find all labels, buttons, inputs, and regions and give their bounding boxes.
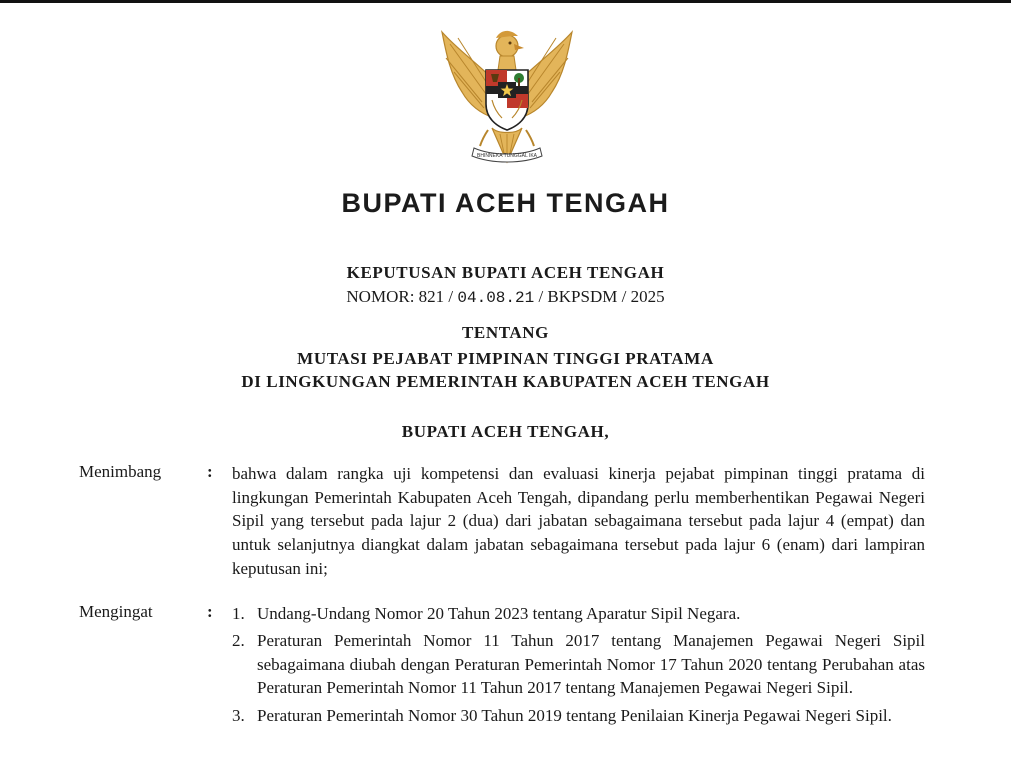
list-item-text: Peraturan Pemerintah Nomor 30 Tahun 2019 tentang Penilaian Kinerja Pegawai Negeri Sipil. (257, 705, 892, 725)
recalling-label: Mengingat (79, 602, 153, 621)
decree-number-prefix: NOMOR: 821 / (346, 287, 454, 306)
list-item-text: Undang-Undang Nomor 20 Tahun 2023 tentang Aparatur Sipil Negara. (257, 604, 741, 623)
list-item-number: 1. (232, 604, 245, 623)
top-border-line (0, 0, 1011, 3)
list-item (232, 602, 925, 625)
considering-colon: : (207, 462, 213, 481)
list-item-number: 3. (232, 705, 245, 725)
decree-issuer: BUPATI ACEH TENGAH, (401, 422, 610, 441)
decree-subject-line1: MUTASI PEJABAT PIMPINAN TINGGI PRATAMA (297, 349, 714, 368)
decree-type: KEPUTUSAN BUPATI ACEH TENGAH (346, 263, 665, 282)
considering-label: Menimbang (79, 462, 162, 481)
recalling-list (232, 602, 925, 731)
list-item (232, 629, 925, 699)
garuda-emblem-icon (436, 22, 578, 172)
decree-subject-line2: DI LINGKUNGAN PEMERINTAH KABUPATEN ACEH TENGAH (241, 372, 770, 391)
list-item-number: 2. (232, 631, 245, 651)
decree-number-code: 04.08.21 (457, 289, 535, 307)
decree-about: TENTANG (461, 323, 549, 342)
emblem-motto-text: BHINNEKA TUNGGAL IKA (476, 153, 538, 159)
regent-title: BUPATI ACEH TENGAH (341, 188, 670, 218)
decree-number (0, 287, 1011, 307)
considering-text: bahwa dalam rangka uji kompetensi dan evaluasi kinerja pejabat pimpinan tinggi pratama di lingkungan Pemerintah Kabupaten Aceh Tengah, dipandang perlu memberhentikan Pegawai Negeri Sipil yang tersebut pada lajur 2 (dua) dari jabatan sebagaimana tersebut pada lajur 4 (empat) dan untuk selanjutnya diangkat dalam jabatan sebagaimana tersebut pada lajur 6 (enam) dari lampiran keputusan ini; (232, 464, 925, 578)
decree-number-suffix: / BKPSDM / 2025 (538, 287, 665, 306)
recalling-colon: : (207, 602, 213, 621)
list-item-text: Peraturan Pemerintah Nomor 11 Tahun 2017 tentang Manajemen Pegawai Negeri Sipil sebagaimana diubah dengan Peraturan Pemerintah Nomor 17 Tahun 2020 tentang Perubahan atas Peraturan Pemerintah Nomor 11 Tahun 2017 tentang Manajemen Pegawai Negeri Sipil. (257, 631, 925, 698)
list-item (232, 704, 925, 727)
